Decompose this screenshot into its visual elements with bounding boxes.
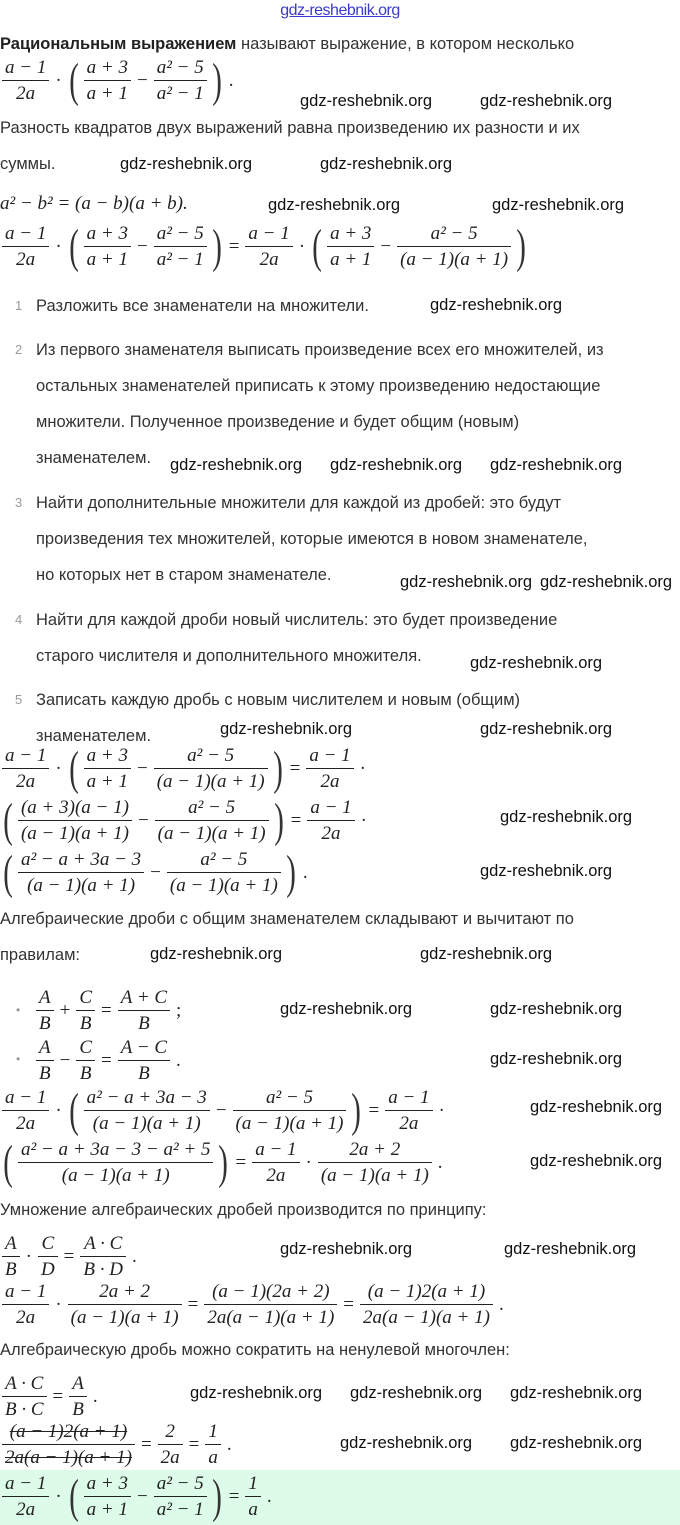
fraction [204, 1280, 337, 1329]
math-symbol: ; [176, 999, 182, 1021]
right-paren: ) [286, 845, 296, 899]
numerator: a + 3 [327, 222, 374, 247]
numerator: a − 1 [307, 796, 354, 821]
numerator: a² − 5 [233, 1086, 347, 1111]
denominator: 2a(a − 1)(a + 1) [5, 1447, 132, 1468]
step-number: 3 [15, 495, 23, 510]
fraction [18, 796, 132, 845]
parenthesized-group [66, 219, 225, 273]
denominator: (a − 1)(a + 1) [27, 875, 136, 896]
numerator: a − 1 [245, 222, 292, 247]
watermark-text: gdz-reshebnik.org [320, 155, 453, 173]
fraction [84, 56, 131, 105]
math-symbol: = [289, 757, 301, 779]
math-symbol: = [235, 1151, 247, 1173]
fraction [307, 796, 354, 845]
math-symbol: − [137, 809, 149, 831]
numerator: a + 3 [84, 56, 131, 81]
step-number: 2 [15, 342, 23, 357]
math-symbol: − [136, 235, 148, 257]
watermark-text: gdz-reshebnik.org [510, 1434, 643, 1452]
numerator: A + C [118, 986, 170, 1011]
math-symbol: · [55, 69, 62, 91]
step-text: Найти дополнительные множители для каждой из дробей: это будут [36, 494, 562, 512]
math-symbol: . [176, 1049, 181, 1071]
denominator: 2a [321, 823, 341, 844]
numerator: a² − 5 [154, 1472, 207, 1497]
formula-subtract-2 [0, 1135, 447, 1189]
math-symbol: = [343, 1293, 354, 1315]
math-symbol: = [228, 235, 240, 257]
math-symbol: · [438, 1099, 445, 1121]
fraction [2, 744, 49, 793]
step-text: знаменателем. [36, 727, 152, 745]
step-text: старого числителя и дополнительного множителя. [36, 647, 422, 665]
numerator: (a − 1)2(a + 1) [2, 1420, 135, 1445]
fraction [327, 222, 374, 271]
fraction [385, 1086, 432, 1135]
denominator: a + 1 [86, 1499, 128, 1520]
math-symbol: = [63, 1245, 75, 1267]
step-text: Из первого знаменателя выписать произведение всех его множителей, из [36, 341, 604, 359]
watermark-text: gdz-reshebnik.org [330, 456, 463, 474]
denominator: a² − 1 [156, 1499, 204, 1520]
fraction [252, 1138, 299, 1187]
fraction [360, 1280, 493, 1329]
watermark-text: gdz-reshebnik.org [490, 1000, 623, 1018]
watermark-text: gdz-reshebnik.org [300, 92, 433, 110]
math-symbol: = [290, 809, 302, 831]
numerator: a² − 5 [154, 744, 268, 769]
math-symbol: a² − b² = (a − b)(a + b). [0, 193, 188, 214]
numerator: a + 3 [84, 1472, 131, 1497]
fraction [154, 1472, 207, 1521]
rule-add [34, 986, 185, 1035]
denominator: a + 1 [86, 83, 128, 104]
denominator: a + 1 [86, 249, 128, 270]
numerator: a − 1 [2, 1280, 49, 1305]
fraction [118, 1036, 170, 1085]
denominator: 2a(a − 1)(a + 1) [207, 1307, 335, 1328]
numerator: a² − 5 [155, 796, 269, 821]
left-paren: ( [68, 1083, 79, 1137]
numerator: a − 1 [252, 1138, 299, 1163]
denominator: (a − 1)(a + 1) [70, 1307, 179, 1328]
math-symbol: = [368, 1099, 380, 1121]
fraction [306, 744, 353, 793]
formula-subtract-1 [0, 1083, 449, 1137]
numerator: a − 1 [2, 744, 49, 769]
right-paren: ) [211, 53, 222, 107]
watermark-text: gdz-reshebnik.org [280, 1240, 413, 1258]
watermark-text: gdz-reshebnik.org [220, 720, 353, 738]
math-symbol: = [52, 1385, 64, 1407]
fraction [2, 1086, 49, 1135]
numerator: a² − 5 [154, 56, 207, 81]
fraction [84, 1472, 131, 1521]
right-paren: ) [351, 1083, 362, 1137]
denominator: B [5, 1259, 17, 1280]
denominator: 2a [16, 83, 36, 104]
fraction [2, 56, 49, 105]
denominator: B [138, 1013, 150, 1034]
denominator: B [79, 1013, 92, 1034]
fraction [2, 1280, 49, 1329]
step-number: 1 [15, 298, 23, 313]
denominator: 2a [320, 771, 340, 792]
watermark-text: gdz-reshebnik.org [190, 1384, 323, 1402]
watermark-text: gdz-reshebnik.org [490, 456, 623, 474]
numerator: C [76, 986, 95, 1011]
math-symbol: = [140, 1433, 152, 1455]
watermark-text: gdz-reshebnik.org [530, 1098, 663, 1116]
denominator: a + 1 [330, 249, 372, 270]
math-symbol: . [498, 1293, 504, 1315]
parenthesized-group [0, 1135, 231, 1189]
math-symbol: · [298, 235, 306, 257]
fraction [154, 744, 268, 793]
denominator: a [208, 1447, 218, 1468]
fraction [36, 986, 54, 1035]
parenthesized-group [309, 219, 529, 273]
math-symbol: − [150, 861, 161, 883]
math-symbol: · [25, 1245, 32, 1267]
math-symbol: − [59, 1049, 71, 1071]
rule-reduce [0, 1372, 102, 1421]
fraction [2, 1232, 20, 1281]
watermark-text: gdz-reshebnik.org [430, 296, 563, 314]
numerator: a² − 5 [154, 222, 207, 247]
numerator: A [36, 1036, 54, 1061]
math-symbol: . [131, 1245, 137, 1267]
fraction [2, 1472, 49, 1521]
denominator: B · D [83, 1259, 123, 1280]
fraction [118, 986, 170, 1035]
watermark-text: gdz-reshebnik.org [280, 1000, 413, 1018]
left-paren: ( [68, 741, 79, 795]
reduce-text: Алгебраическую дробь можно сократить на ненулевой многочлен: [0, 1341, 510, 1359]
watermark-text: gdz-reshebnik.org [268, 196, 401, 214]
numerator: a − 1 [2, 56, 49, 81]
fraction [80, 1232, 126, 1281]
math-symbol: = [187, 1293, 199, 1315]
fraction [245, 1472, 261, 1521]
numerator: (a − 1)2(a + 1) [360, 1280, 493, 1305]
denominator: a + 1 [86, 771, 128, 792]
watermark-text: gdz-reshebnik.org [340, 1434, 473, 1452]
formula-expression [0, 53, 237, 107]
right-paren: ) [272, 741, 283, 795]
denominator: (a − 1)(a + 1) [157, 823, 266, 844]
numerator: (a − 1)(2a + 2) [204, 1280, 337, 1305]
numerator: a² − 5 [167, 848, 281, 873]
bullet: • [16, 1052, 21, 1066]
math-symbol: · [55, 1485, 62, 1507]
left-paren: ( [68, 219, 79, 273]
formula-common-denominator-3 [0, 845, 312, 899]
denominator: (a − 1)(a + 1) [20, 823, 129, 844]
math-symbol: · [55, 1293, 62, 1315]
numerator: a + 3 [84, 744, 131, 769]
watermark-text: gdz-reshebnik.org [470, 654, 603, 672]
denominator: 2a [399, 1113, 419, 1134]
numerator: a² − a + 3a − 3 − a² + 5 [18, 1138, 214, 1163]
diff-squares-text-1: Разность квадратов двух выражений равна произведению их разности и их [0, 119, 580, 137]
fraction [397, 222, 511, 271]
right-paren: ) [218, 1135, 229, 1189]
numerator: 2 [158, 1420, 183, 1445]
fraction [2, 222, 49, 271]
fraction [84, 744, 131, 793]
denominator: a [248, 1499, 258, 1520]
fraction [2, 1420, 135, 1469]
math-symbol: + [59, 999, 71, 1021]
numerator: a + 3 [84, 222, 131, 247]
denominator: 2a [16, 771, 36, 792]
denominator: (a − 1)(a + 1) [320, 1165, 429, 1186]
math-symbol: · [55, 757, 62, 779]
math-symbol: − [136, 69, 148, 91]
denominator: 2a [266, 1165, 286, 1186]
numerator: A · C [2, 1372, 47, 1397]
fraction [18, 848, 144, 897]
numerator: a − 1 [385, 1086, 432, 1111]
mult-text: Умножение алгебраических дробей производится по принципу: [0, 1201, 487, 1219]
formula-common-denominator-1 [0, 741, 370, 795]
numerator: a − 1 [2, 1472, 49, 1497]
math-symbol: · [360, 809, 367, 831]
fraction [233, 1086, 347, 1135]
denominator: B · C [5, 1399, 44, 1420]
watermark-text: gdz-reshebnik.org [530, 1152, 663, 1170]
fraction [84, 222, 131, 271]
numerator: A [2, 1232, 20, 1257]
watermark-text: gdz-reshebnik.org [500, 808, 633, 826]
numerator: a² − a + 3a − 3 [84, 1086, 210, 1111]
denominator: 2a(a − 1)(a + 1) [363, 1307, 490, 1328]
fraction [76, 986, 95, 1035]
watermark-text: gdz-reshebnik.org [490, 1050, 623, 1068]
numerator: (a + 3)(a − 1) [18, 796, 132, 821]
watermark-text: gdz-reshebnik.org [504, 1240, 637, 1258]
left-paren: ( [312, 219, 322, 273]
formula-factored [0, 219, 529, 273]
denominator: D [40, 1259, 55, 1280]
denominator: B [39, 1013, 51, 1034]
step-text: произведения тех множителей, которые имеются в новом знаменателе, [36, 530, 588, 548]
step-text: Записать каждую дробь с новым числителем и новым (общим) [36, 691, 521, 709]
bullet: • [16, 1003, 21, 1017]
watermark-text: gdz-reshebnik.org [420, 945, 553, 963]
math-symbol: . [302, 861, 308, 883]
right-paren: ) [516, 219, 526, 273]
fraction [2, 1372, 47, 1421]
denominator: 2a [259, 249, 279, 270]
step-text: но которых нет в старом знаменателе. [36, 566, 332, 584]
denominator: B [72, 1399, 84, 1420]
fraction [84, 1086, 210, 1135]
parenthesized-group [66, 53, 225, 107]
denominator: 2a [16, 249, 36, 270]
step-text: множители. Полученное произведение и будет общим (новым) [36, 413, 520, 431]
formula-multiply [0, 1280, 508, 1329]
denominator: 2a [16, 1307, 36, 1328]
denominator: (a − 1)(a + 1) [156, 771, 265, 792]
denominator: (a − 1)(a + 1) [235, 1113, 344, 1134]
numerator: 1 [245, 1472, 261, 1497]
watermark-text: gdz-reshebnik.org [170, 456, 303, 474]
watermark-text: gdz-reshebnik.org [492, 196, 625, 214]
math-symbol: · [55, 235, 62, 257]
watermark-text: gdz-reshebnik.org [350, 1384, 483, 1402]
denominator: B [79, 1063, 92, 1084]
formula-answer [0, 1469, 276, 1523]
parenthesized-group [0, 793, 287, 847]
step-number: 4 [15, 612, 23, 627]
fraction [36, 1036, 54, 1085]
fraction [205, 1420, 221, 1469]
diff-squares-text-2: суммы. [0, 155, 56, 173]
formula-common-denominator-2 [0, 793, 371, 847]
math-symbol: . [226, 1433, 232, 1455]
left-paren: ( [3, 1135, 13, 1189]
numerator: a − 1 [2, 1086, 49, 1111]
denominator: 2a [16, 1499, 36, 1520]
formula-reduce [0, 1420, 236, 1469]
numerator: 1 [205, 1420, 221, 1445]
numerator: C [76, 1036, 95, 1061]
denominator: a² − 1 [156, 249, 204, 270]
watermark-text: gdz-reshebnik.org [150, 945, 283, 963]
math-symbol: − [136, 757, 148, 779]
fraction [154, 56, 207, 105]
numerator: C [38, 1232, 58, 1257]
intro-rest: называют выражение, в котором несколько [236, 35, 575, 53]
numerator: A [36, 986, 54, 1011]
math-symbol: = [101, 1049, 112, 1071]
math-symbol: . [437, 1151, 443, 1173]
numerator: a² − 5 [397, 222, 511, 247]
left-paren: ( [3, 845, 13, 899]
denominator: (a − 1)(a + 1) [61, 1165, 170, 1186]
left-paren: ( [68, 1469, 79, 1523]
math-symbol: = [101, 999, 112, 1021]
denominator: (a − 1)(a + 1) [400, 249, 509, 270]
step-number: 5 [15, 692, 23, 707]
fraction [38, 1232, 58, 1281]
fraction [158, 1420, 183, 1469]
denominator: 2a [16, 1113, 36, 1134]
math-symbol: . [92, 1385, 98, 1407]
left-paren: ( [68, 53, 79, 107]
step-text: знаменателем. [36, 449, 152, 467]
math-symbol: = [188, 1433, 200, 1455]
watermark-text: gdz-reshebnik.org [480, 720, 613, 738]
rule-subtract [34, 1036, 185, 1085]
math-symbol: = [228, 1485, 240, 1507]
fraction [69, 1372, 87, 1421]
watermark-text: gdz-reshebnik.org [480, 862, 613, 880]
step-text: Разложить все знаменатели на множители. [36, 297, 369, 315]
numerator: 2a + 2 [68, 1280, 182, 1305]
left-paren: ( [3, 793, 13, 847]
right-paren: ) [211, 1469, 222, 1523]
math-symbol: . [228, 69, 234, 91]
denominator: B [39, 1063, 51, 1084]
denominator: (a − 1)(a + 1) [92, 1113, 201, 1134]
denominator: (a − 1)(a + 1) [169, 875, 278, 896]
fraction [245, 222, 292, 271]
numerator: a − 1 [2, 222, 49, 247]
watermark-text: gdz-reshebnik.org [400, 573, 533, 591]
step-text: Найти для каждой дроби новый числитель: это будет произведение [36, 611, 558, 629]
parenthesized-group [66, 1083, 365, 1137]
numerator: a² − a + 3a − 3 [18, 848, 144, 873]
intro-term: Рациональным выражением [0, 35, 237, 53]
add-rule-text-2: правилам: [0, 946, 81, 964]
numerator: A − C [118, 1036, 170, 1061]
math-symbol: · [55, 1099, 62, 1121]
fraction [68, 1280, 182, 1329]
rule-multiply [0, 1232, 141, 1281]
right-paren: ) [273, 793, 284, 847]
fraction [18, 1138, 214, 1187]
parenthesized-group [66, 741, 286, 795]
formula-diff-squares [0, 193, 188, 215]
watermark-text: gdz-reshebnik.org [510, 1384, 643, 1402]
right-paren: ) [211, 219, 222, 273]
fraction [76, 1036, 95, 1085]
step-text: остальных знаменателей приписать к этому произведению недостающие [36, 377, 601, 395]
denominator: a² − 1 [156, 83, 204, 104]
math-symbol: · [305, 1151, 312, 1173]
math-symbol: − [380, 235, 392, 257]
math-symbol: · [359, 757, 366, 779]
numerator: 2a + 2 [318, 1138, 432, 1163]
math-symbol: − [215, 1099, 227, 1121]
denominator: 2a [160, 1447, 180, 1468]
site-header-link[interactable]: gdz-reshebnik.org [280, 2, 400, 19]
fraction [318, 1138, 432, 1187]
numerator: A [69, 1372, 87, 1397]
add-rule-text-1: Алгебраические дроби с общим знаменателем складывают и вычитают по [0, 910, 574, 928]
denominator: B [138, 1063, 150, 1084]
fraction [167, 848, 281, 897]
watermark-text: gdz-reshebnik.org [540, 573, 673, 591]
fraction [155, 796, 269, 845]
math-symbol: . [266, 1485, 272, 1507]
fraction [154, 222, 207, 271]
numerator: A · C [80, 1232, 126, 1257]
numerator: a − 1 [306, 744, 353, 769]
math-symbol: − [136, 1485, 148, 1507]
parenthesized-group [0, 845, 299, 899]
parenthesized-group [66, 1469, 225, 1523]
watermark-text: gdz-reshebnik.org [480, 92, 613, 110]
watermark-text: gdz-reshebnik.org [120, 155, 253, 173]
